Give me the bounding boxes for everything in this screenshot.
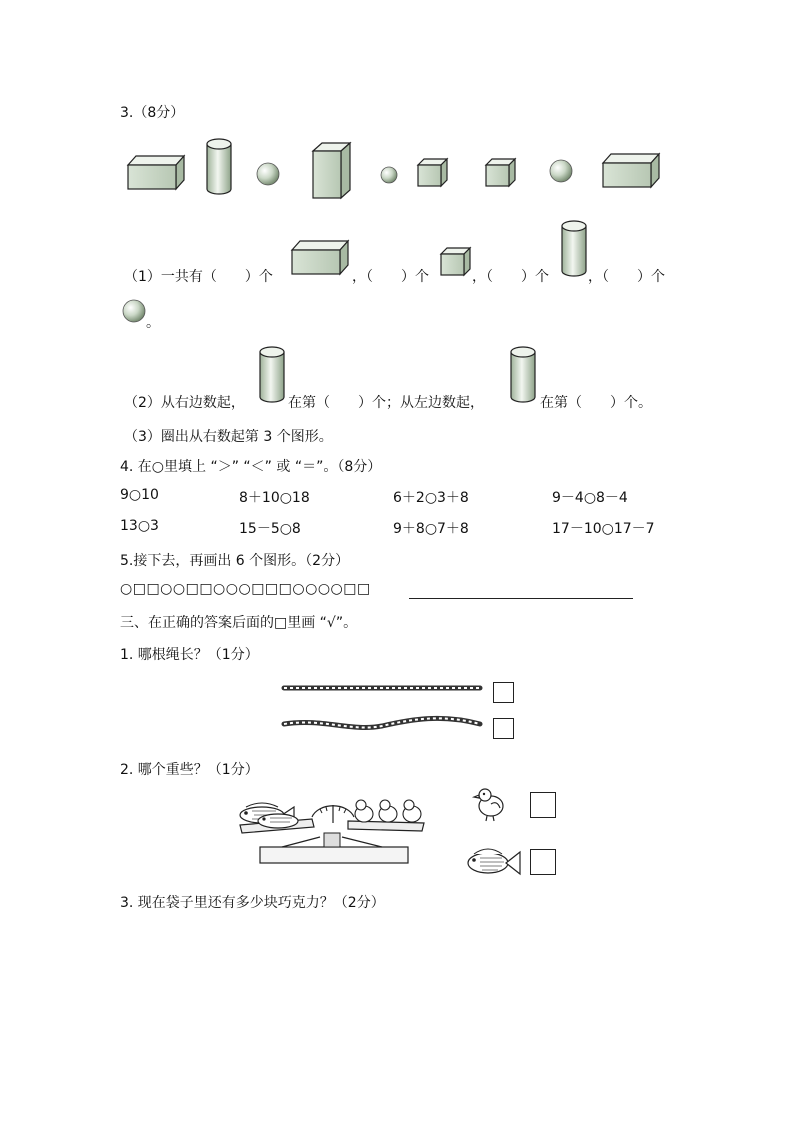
cuboid-shape xyxy=(603,153,661,189)
cylinder-icon xyxy=(510,346,538,404)
q3-p1-mid1: ，（ ）个 xyxy=(352,269,429,285)
answer-checkbox[interactable] xyxy=(530,849,556,875)
q4-title: 4. 在○里填上 “＞” “＜” 或 “＝”。（8分） xyxy=(120,459,382,475)
q3-title: 3.（8分） xyxy=(120,105,185,121)
cylinder-shape xyxy=(206,138,234,196)
q4-item: 13○3 xyxy=(120,518,159,534)
cylinder-icon xyxy=(259,346,287,404)
q4-item: 8＋10○18 xyxy=(239,490,310,506)
q3-p2-end: 在第（ ）个。 xyxy=(540,395,652,411)
cube-icon xyxy=(441,247,473,277)
cylinder-icon xyxy=(561,220,589,278)
straight-rope xyxy=(282,683,482,693)
sphere-icon xyxy=(122,299,146,323)
cuboid-shape xyxy=(128,155,186,191)
answer-line[interactable] xyxy=(409,598,633,599)
q3-p2-mid: 在第（ ）个；从左边数起， xyxy=(288,395,484,411)
chick-icon xyxy=(473,786,507,822)
sphere-shape xyxy=(380,166,398,184)
cube-shape xyxy=(418,158,450,188)
section3-q1: 1. 哪根绳长？（1分） xyxy=(120,647,259,663)
section3-q3: 3. 现在袋子里还有多少块巧克力？（2分） xyxy=(120,895,385,911)
q4-item: 9－4○8－4 xyxy=(552,490,628,506)
q3-p1-mid3: ，（ ）个 xyxy=(588,269,665,285)
balance-scale-illustration xyxy=(232,797,432,867)
q3-p1-mid2: ，（ ）个 xyxy=(472,269,549,285)
q5-title: 5.接下去，再画出 6 个图形。（2分） xyxy=(120,553,350,569)
answer-checkbox[interactable] xyxy=(530,792,556,818)
q4-item: 17－10○17－7 xyxy=(552,521,655,537)
q3-p2-prefix: （2）从右边数起， xyxy=(124,395,245,411)
q4-item: 9＋8○7＋8 xyxy=(393,521,469,537)
sphere-shape xyxy=(549,159,573,183)
cuboid-icon xyxy=(292,240,350,276)
cuboid-shape xyxy=(313,142,353,200)
answer-checkbox[interactable] xyxy=(493,682,514,703)
q4-item: 6＋2○3＋8 xyxy=(393,490,469,506)
q4-item: 15－5○8 xyxy=(239,521,301,537)
q3-p1-prefix: （1）一共有（ ）个 xyxy=(124,269,273,285)
answer-checkbox[interactable] xyxy=(493,718,514,739)
q4-item: 9○10 xyxy=(120,487,159,503)
sphere-shape xyxy=(256,162,280,186)
cube-shape xyxy=(486,158,518,188)
fish-icon xyxy=(464,846,522,878)
wavy-rope xyxy=(282,712,482,738)
section3-q2: 2. 哪个重些？（1分） xyxy=(120,762,259,778)
q3-p3: （3）圈出从右数起第 3 个图形。 xyxy=(124,429,333,445)
q5-pattern: ○□□○○□□○○○□□□○○○○□□ xyxy=(120,581,371,597)
q3-p1-end: 。 xyxy=(146,315,160,331)
section3-title: 三、在正确的答案后面的□里画 “√”。 xyxy=(120,615,358,631)
